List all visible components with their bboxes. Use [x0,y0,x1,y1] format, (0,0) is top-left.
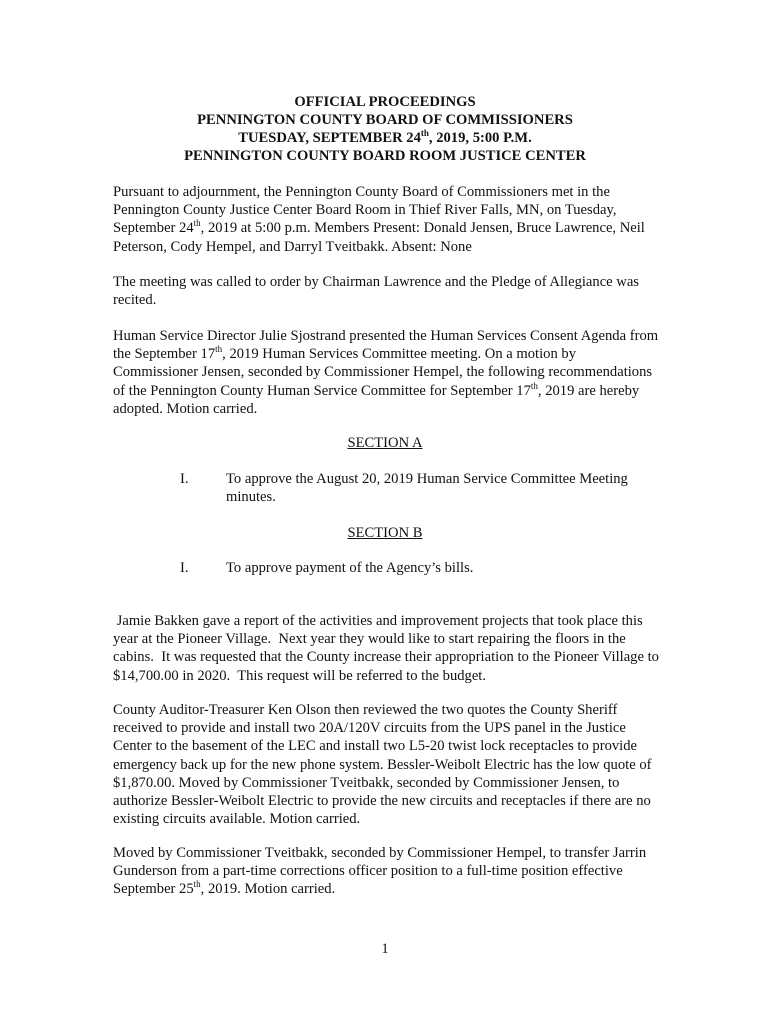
page-number: 1 [381,941,389,957]
section-a-item-text: To approve the August 20, 2019 Human Service Committee Meeting minutes. [226,471,628,506]
section-b-item-text: To approve payment of the Agency’s bills. [226,560,474,576]
header-location: PENNINGTON COUNTY BOARD ROOM JUSTICE CENTER [184,148,586,164]
paragraph-personnel-transfer: Moved by Commissioner Tveitbakk, seconded by Commissioner Hempel, to transfer Jarrin Gunderson from a part-time corrections officer position to a full-time position effective September 25th, 2019. Motion carried. [113,845,647,898]
section-b-item-number: I. [180,560,189,576]
section-a-item-number: I. [180,471,189,487]
paragraph-call-to-order: The meeting was called to order by Chairman Lawrence and the Pledge of Allegiance was recited. [113,274,639,309]
paragraph-attendance: Pursuant to adjournment, the Pennington County Board of Commissioners met in the Pennington County Justice Center Board Room in Thief River Falls, MN, on Tuesday, September 24th, 2019 at 5:00 p.m. Members Present: Donald Jensen, Bruce Lawrence, Neil Peterson, Cody Hempel, and Darryl Tveitbakk. Absent: None [113,184,645,255]
section-a-title: SECTION A [347,435,423,451]
paragraph-circuits-quote: County Auditor-Treasurer Ken Olson then reviewed the two quotes the County Sheriff received to provide and install two 20A/120V circuits from the UPS panel in the Justice Center to the basement of the LEC and install two L5-20 twist lock receptacles to provide emergency back up for the new phone system. Bessler-Weibolt Electric has the low quote of $1,870.00. Moved by Commissioner Tveitbakk, seconded by Commissioner Jensen, to authorize Bessler-Weibolt Electric to provide the new circuits and receptacles if there are no existing circuits available. Motion carried. [113,702,652,828]
paragraph-human-services: Human Service Director Julie Sjostrand presented the Human Services Consent Agenda from the September 17th, 2019 Human Services Committee meeting. On a motion by Commissioner Jensen, seconded by Commissioner Hempel, the following recommendations of the Pennington County Human Service Committee for September 17th, 2019 are hereby adopted. Motion carried. [113,328,659,417]
paragraph-pioneer-village: Jamie Bakken gave a report of the activities and improvement projects that took place this year at the Pioneer Village. Next year they would like to start repairing the floors in the cabins. It was requested that the County increase their appropriation to the Pioneer Village to $14,700.00 in 2020. This request will be referred to the budget. [113,613,663,684]
proceedings-header [0,93,770,165]
header-board-name: PENNINGTON COUNTY BOARD OF COMMISSIONERS [197,112,573,128]
section-b-title: SECTION B [347,525,423,541]
header-date: TUESDAY, SEPTEMBER 24th, 2019, 5:00 P.M. [238,128,532,146]
header-title: OFFICIAL PROCEEDINGS [294,94,476,110]
